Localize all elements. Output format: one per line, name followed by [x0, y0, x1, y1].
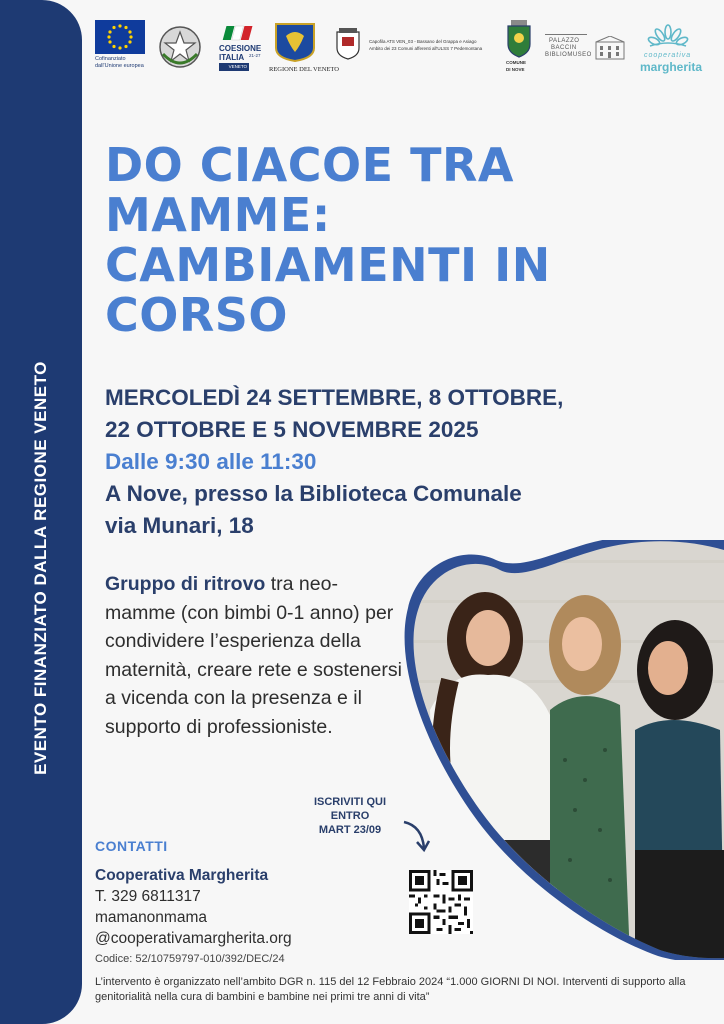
description-highlight: Gruppo di ritrovo [105, 573, 266, 595]
event-place-line-2: via Munari, 18 [105, 513, 254, 538]
contact-organization: Cooperativa Margherita [95, 867, 269, 884]
cooperativa-margherita-logo: cooperativa margherita [638, 24, 698, 78]
coesione-italia-logo: COESIONE ITALIA 21-27 VENETO [219, 24, 259, 74]
contacts-block [95, 865, 292, 949]
regione-veneto-logo: REGIONE DEL VENETO [269, 22, 329, 78]
event-details [105, 382, 705, 542]
event-description [105, 570, 405, 741]
signup-callout: ISCRIVITI QUI ENTRO MART 23/09 [313, 796, 387, 836]
event-time: Dalle 9:30 alle 11:30 [105, 449, 317, 474]
curved-arrow-icon [398, 818, 430, 854]
contact-handle-2[interactable]: @cooperativamargherita.org [95, 930, 292, 947]
comune-nove-logo: COMUNE DI NOVE [505, 20, 533, 78]
logo-bar [95, 20, 715, 80]
eu-logo: Cofinanziato dall'Unione europea [95, 20, 145, 70]
contact-handle-1[interactable]: mamanonmama [95, 909, 207, 926]
project-code: Codice: 52/10759797-010/392/DEC/24 [95, 953, 285, 965]
contact-phone[interactable]: T. 329 6811317 [95, 888, 201, 905]
description-text: tra neo-mamme (con bimbi 0-1 anno) per condividere l’esperienza della maternità, creare rete e sostenersi a vicenda con la presenza e il supporto di professioniste. [105, 573, 402, 738]
capofila-ats-logo: Capofila ATS VEN_03 - Bassano del Grappa e Asiago Ambito dei 23 Comuni afferenti all'ULSS 7 Pedemontana [335, 28, 505, 68]
vertical-funding-text: EVENTO FINANZIATO DALLA REGIONE VENETO [31, 361, 50, 775]
dates-line-2: 22 OTTOBRE E 5 NOVEMBRE 2025 [105, 417, 479, 442]
contacts-heading: CONTATTI [95, 838, 168, 854]
signup-qr-code[interactable] [409, 870, 473, 934]
sidebar-band [0, 0, 82, 1024]
event-title: DO CIACOE TRA MAMME: CAMBIAMENTI IN CORSO [105, 138, 551, 342]
footnote: L’intervento è organizzato nell’ambito DGR n. 115 del 12 Febbraio 2024 “1.000 GIORNI DI NOI. Interventi di supporto alla genitorialità nella cura di bambini e bambine nei primi tre anni di vita” [95, 976, 686, 1003]
dates-line-1: MERCOLEDÌ 24 SETTEMBRE, 8 OTTOBRE, [105, 385, 564, 410]
event-place-line-1: A Nove, presso la Biblioteca Comunale [105, 481, 522, 506]
palazzo-baccin-logo: PALAZZO BACCIN BIBLIOMUSEO [545, 34, 629, 68]
italian-republic-emblem [157, 24, 203, 70]
